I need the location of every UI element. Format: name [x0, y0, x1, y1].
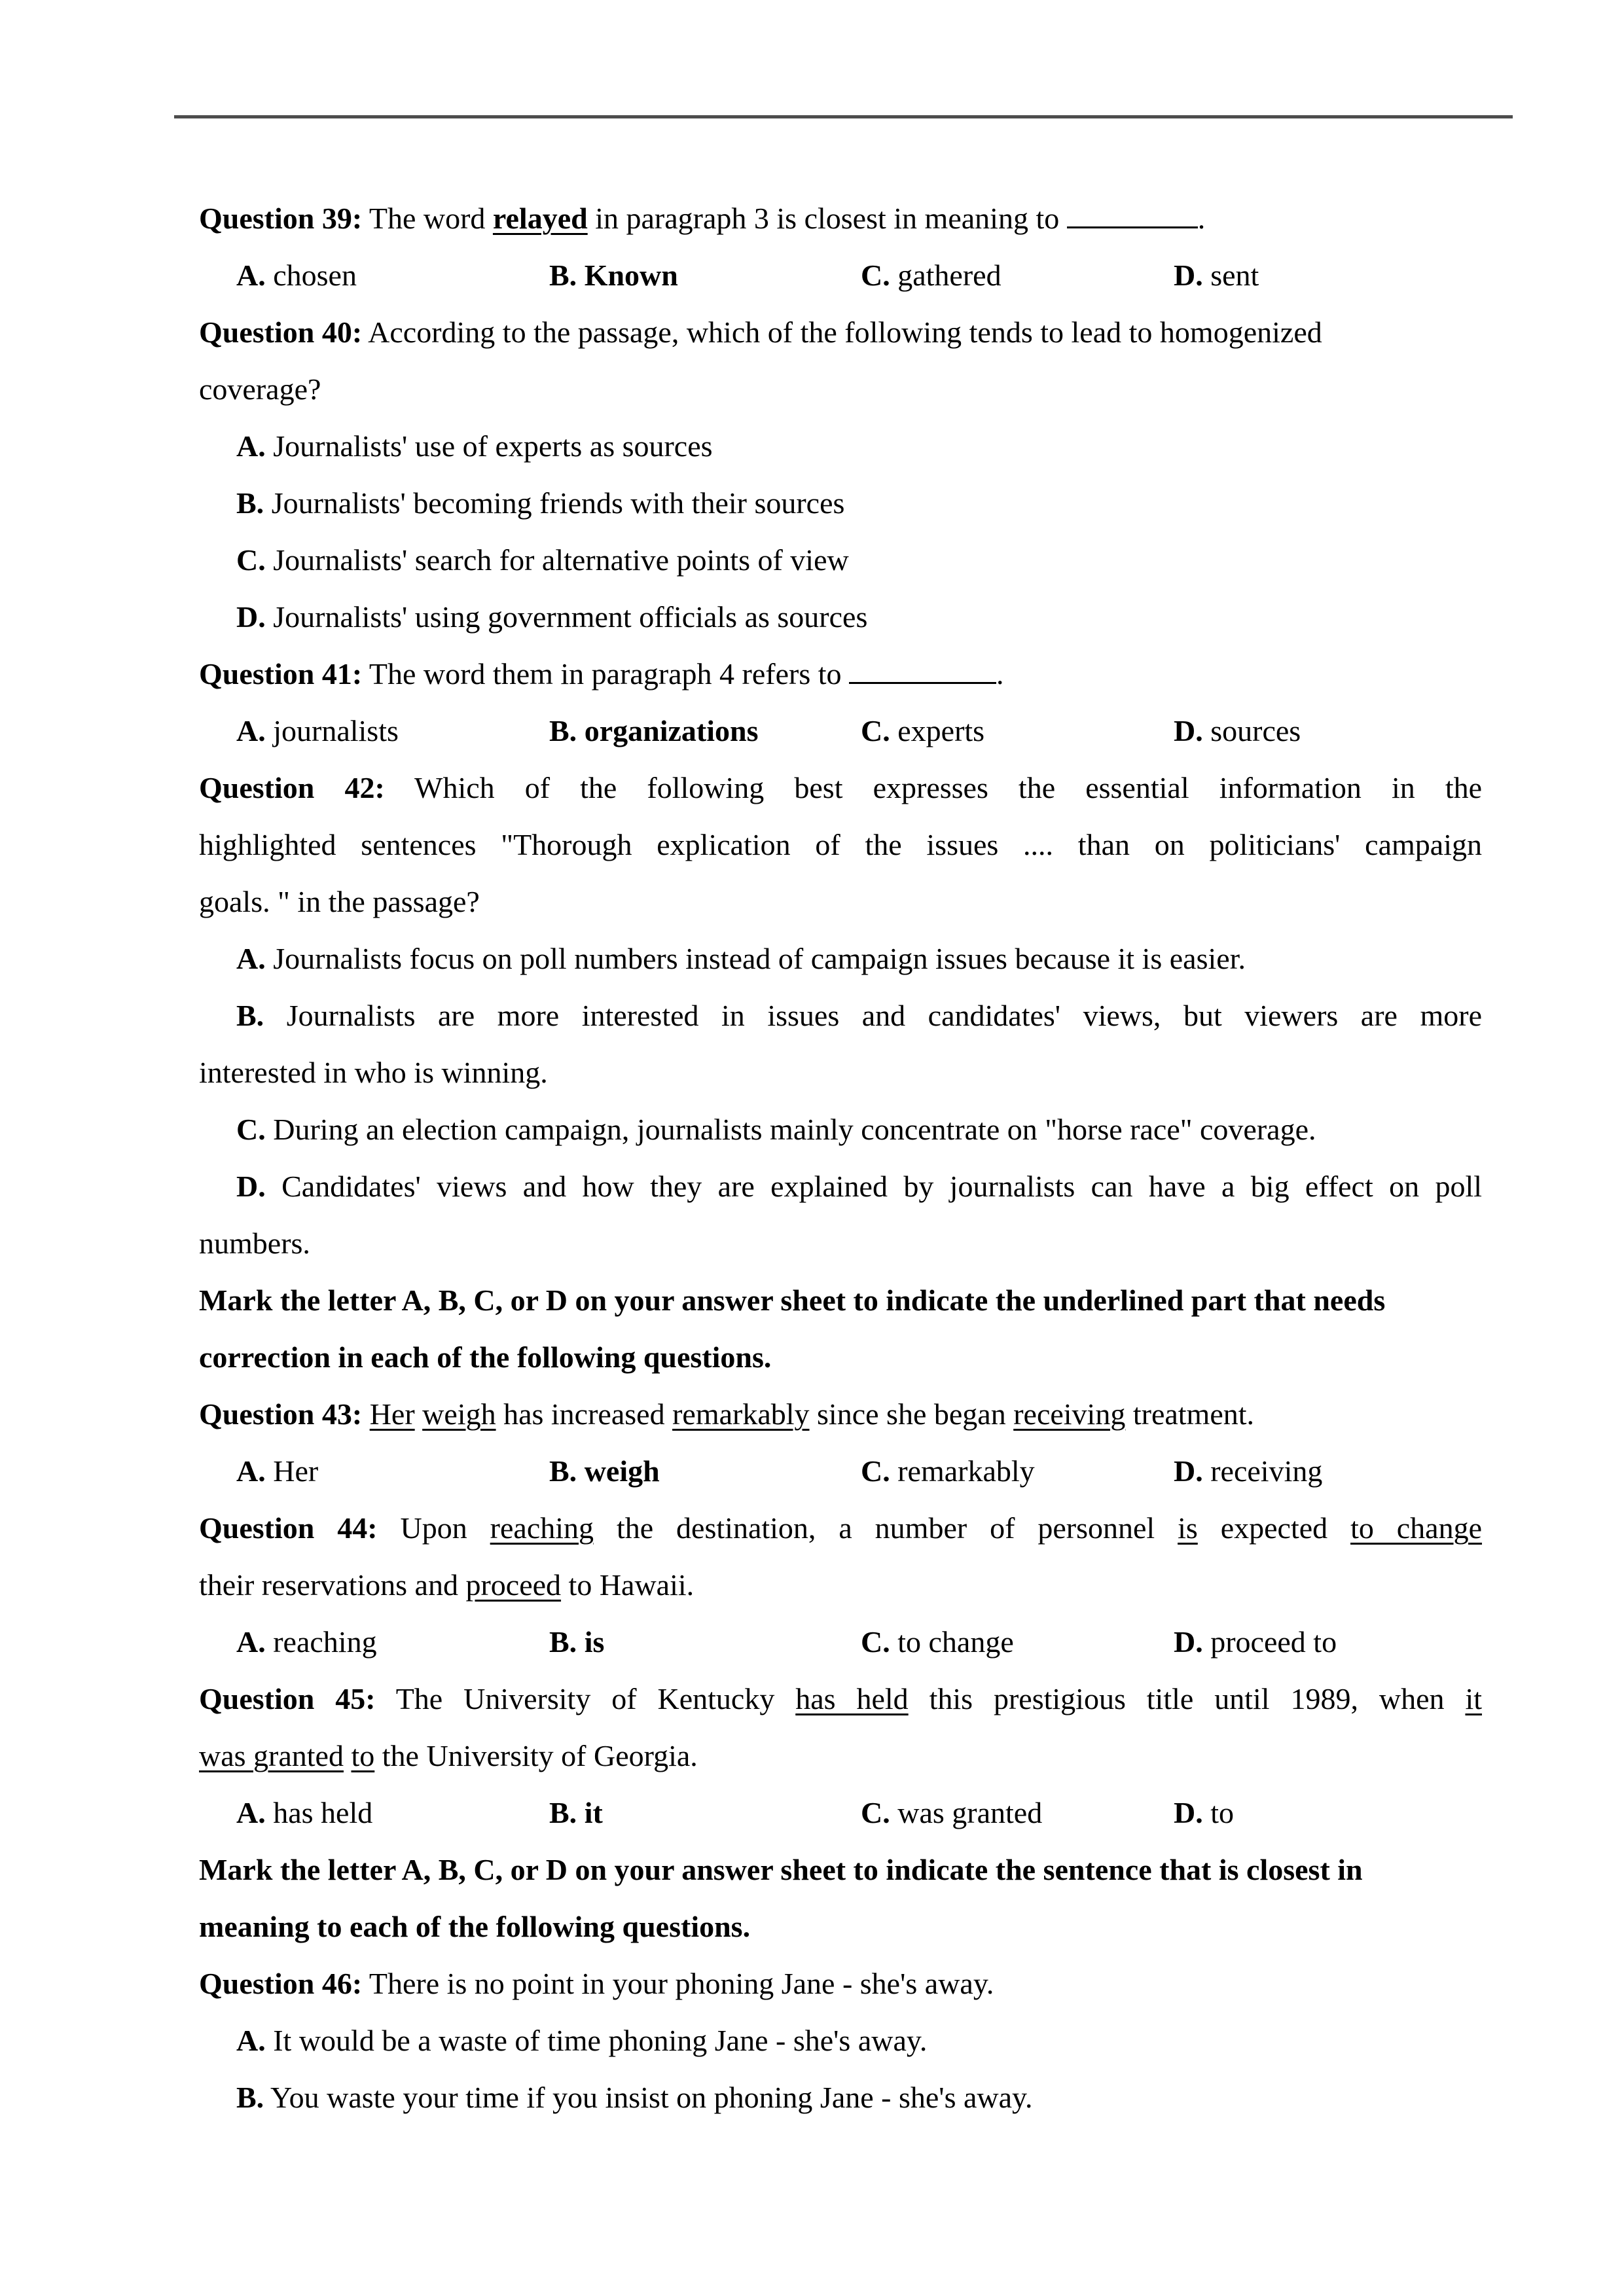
option-a: A. has held	[236, 1796, 373, 1829]
option-a: A. Journalists' use of experts as sources	[236, 429, 713, 463]
option-a: A. chosen	[236, 259, 357, 292]
question-39: Question 39: The word relayed in paragraph 3 is closest in meaning to .	[199, 202, 1206, 235]
question-label: Question 42:	[199, 771, 385, 804]
option-d: D. sent	[1174, 259, 1259, 292]
question-45-continued: was granted to the University of Georgia.	[199, 1739, 698, 1772]
option-d-continued: numbers.	[199, 1227, 310, 1260]
section-instruction: Mark the letter A, B, C, or D on your answer sheet to indicate the sentence that is closest in	[199, 1853, 1363, 1886]
option-a: A. Her	[236, 1454, 319, 1488]
question-41: Question 41: The word them in paragraph 4 refers to .	[199, 657, 1004, 691]
option-c: C. gathered	[861, 259, 1001, 292]
header-rule	[174, 115, 1513, 118]
question-39-options	[199, 247, 1482, 304]
option-d: D. Candidates' views and how they are explained by journalists can have a big effect on poll	[236, 1170, 1482, 1203]
question-42: Question 42: Which of the following best expresses the essential information in the	[199, 771, 1483, 804]
question-42-continued: goals. " in the passage?	[199, 885, 480, 918]
question-label: Question 41:	[199, 657, 363, 691]
option-c: C. was granted	[861, 1796, 1043, 1829]
question-43-options	[199, 1443, 1482, 1499]
exam-page-content	[199, 190, 1482, 2126]
question-45: Question 45: The University of Kentucky has held this prestigious title until 1989, when it	[199, 1682, 1483, 1715]
option-c: C. During an election campaign, journalists mainly concentrate on "horse race" coverage.	[236, 1113, 1316, 1146]
question-label: Question 44:	[199, 1511, 378, 1545]
question-label: Question 46:	[199, 1967, 363, 2000]
option-b: B. Known	[549, 259, 678, 292]
question-label: Question 40:	[199, 315, 363, 349]
section-instruction: Mark the letter A, B, C, or D on your answer sheet to indicate the underlined part that needs	[199, 1283, 1386, 1317]
option-d: D. to	[1174, 1796, 1235, 1829]
question-45-options	[199, 1784, 1482, 1841]
question-40: Question 40: According to the passage, which of the following tends to lead to homogenized	[199, 315, 1322, 349]
question-label: Question 39:	[199, 202, 363, 235]
option-d: D. receiving	[1174, 1454, 1323, 1488]
question-41-options	[199, 702, 1482, 759]
option-a: A. reaching	[236, 1625, 377, 1659]
option-b: B. it	[549, 1796, 603, 1829]
option-b: B. Journalists' becoming friends with their sources	[236, 486, 845, 520]
option-d: D. Journalists' using government officials as sources	[236, 600, 868, 634]
option-b: B. is	[549, 1625, 605, 1659]
option-c: C. experts	[861, 714, 985, 747]
option-c: C. remarkably	[861, 1454, 1035, 1488]
option-d: D. proceed to	[1174, 1625, 1337, 1659]
option-b-continued: interested in who is winning.	[199, 1056, 548, 1089]
highlighted-word: relayed	[492, 202, 588, 235]
section-instruction-continued: meaning to each of the following questions.	[199, 1910, 751, 1943]
option-b: B. You waste your time if you insist on phoning Jane - she's away.	[236, 2081, 1033, 2114]
question-44-options	[199, 1613, 1482, 1670]
question-44-continued: their reservations and proceed to Hawaii.	[199, 1568, 695, 1602]
option-d: D. sources	[1174, 714, 1301, 747]
question-42-continued: highlighted sentences "Thorough explication of the issues .... than on politicians' campaign	[199, 828, 1482, 861]
option-c: C. Journalists' search for alternative points of view	[236, 543, 849, 577]
option-b: B. Journalists are more interested in issues and candidates' views, but viewers are more	[236, 999, 1482, 1032]
question-label: Question 45:	[199, 1682, 376, 1715]
option-c: C. to change	[861, 1625, 1014, 1659]
option-b: B. weigh	[549, 1454, 660, 1488]
option-a: A. journalists	[236, 714, 399, 747]
question-46: Question 46: There is no point in your phoning Jane - she's away.	[199, 1967, 994, 2000]
answer-blank	[1067, 204, 1198, 228]
question-44: Question 44: Upon reaching the destination, a number of personnel is expected to change	[199, 1511, 1483, 1545]
option-a: A. Journalists focus on poll numbers instead of campaign issues because it is easier.	[236, 942, 1246, 975]
option-b: B. organizations	[549, 714, 759, 747]
question-43: Question 43: Her weigh has increased remarkably since she began receiving treatment.	[199, 1397, 1255, 1431]
question-40-continued: coverage?	[199, 372, 321, 406]
question-label: Question 43:	[199, 1397, 363, 1431]
answer-blank	[849, 660, 996, 684]
section-instruction-continued: correction in each of the following questions.	[199, 1340, 772, 1374]
option-a: A. It would be a waste of time phoning Jane - she's away.	[236, 2024, 928, 2057]
